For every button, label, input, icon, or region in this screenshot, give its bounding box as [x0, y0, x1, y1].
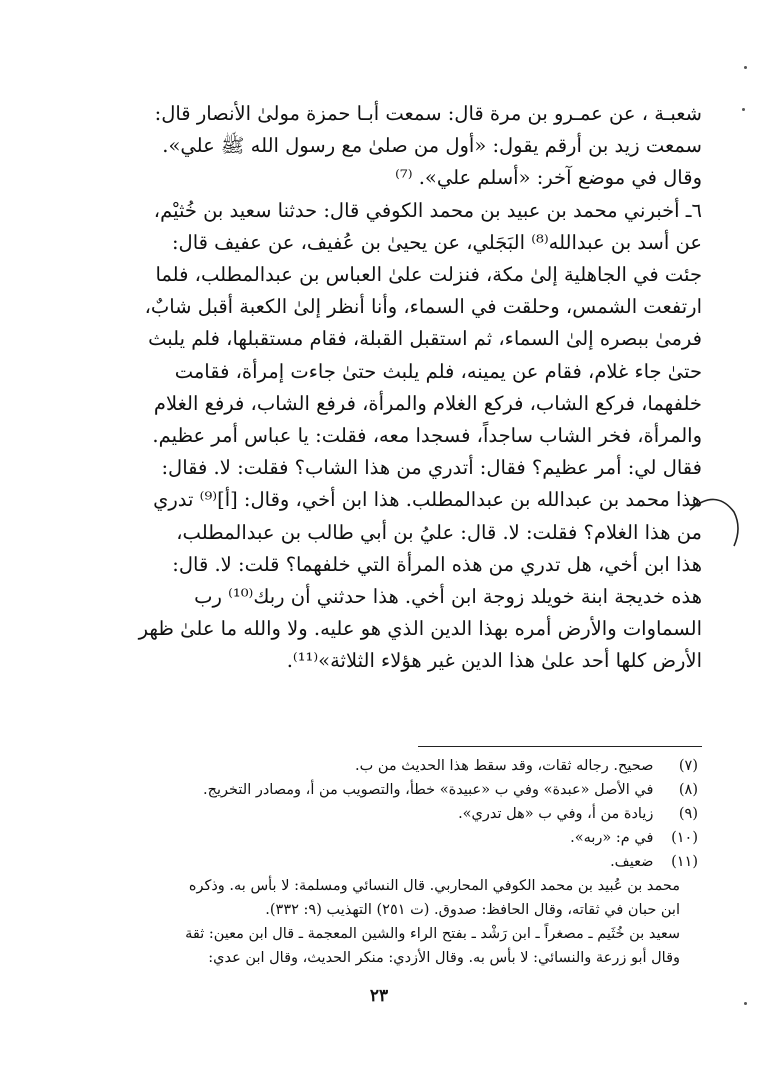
scan-speck: [744, 66, 747, 69]
footnote-item: [84, 802, 702, 826]
narrator-note-line: ابن حبان في ثقاته، وقال الحافظ: صدوق. (ت ٢٥١) التهذيب (٩: ٣٣٢).: [265, 902, 680, 918]
text-line: سمعت زيد بن أرقم يقول: «أول من صلىٰ مع رسول الله ﷺ علي».: [162, 134, 702, 158]
scan-speck: [744, 1002, 747, 1005]
footnote-number: (٨): [678, 782, 698, 798]
text-line: هذا محمد بن عبدالله بن عبدالمطلب. هذا ابن أخي، وقال: [أ]⁽⁹⁾ تدري: [153, 488, 702, 512]
footnote-item: [84, 826, 702, 850]
text-line: وقال في موضع آخر: «أسلم علي». ⁽⁷⁾: [395, 166, 702, 190]
footnote-number: (٧): [678, 758, 698, 774]
text-line: فرمىٰ ببصره إلىٰ السماء، ثم استقبل القبلة، فقام مستقبلها، فلم يلبث: [148, 327, 702, 351]
footnote-text: صحيح. رجاله ثقات، وقد سقط هذا الحديث من ب.: [354, 758, 654, 774]
text-line: هذه خديجة ابنة خويلد زوجة ابن أخي. هذا حدثني أن ربك⁽¹⁰⁾ رب: [194, 585, 702, 609]
text-line: ارتفعت الشمس، وحلقت في السماء، وأنا أنظر إلىٰ الكعبة أقبل شابٌ،: [144, 295, 702, 319]
footnote-item: [84, 850, 702, 874]
footnote-separator: [418, 746, 702, 747]
text-line: الأرض كلها أحد علىٰ هذا الدين غير هؤلاء الثلاثة»⁽¹¹⁾.: [286, 649, 702, 673]
footnote-text: في الأصل «عبدة» وفي ب «عبيدة» خطأ، والتصويب من أ، ومصادر التخريج.: [203, 782, 654, 798]
text-line: فقال لي: أمر عظيم؟ فقال: أتدري من هذا الشاب؟ فقلت: لا. فقال:: [161, 456, 702, 480]
text-line: عن أسد بن عبدالله⁽⁸⁾ البَجَلي، عن يحيىٰ بن عُفيف، عن عفيف قال:: [171, 230, 702, 254]
main-text: [84, 98, 702, 678]
footnote-text: في م: «ربه».: [570, 830, 654, 846]
scan-speck: [742, 108, 745, 111]
narrator-note-line: محمد بن عُبيد بن محمد الكوفي المحاربي. قال النسائي ومسلمة: لا بأس به. وذكره: [188, 878, 680, 894]
text-line: خلفهما، فركع الشاب، فركع الغلام والمرأة، فرفع الشاب، فرفع الغلام: [153, 391, 702, 415]
footnote-text: زيادة من أ، وفي ب «هل تدري».: [458, 806, 654, 822]
text-line: من هذا الغلام؟ فقلت: لا. قال: عليُ بن أبي طالب بن عبدالمطلب،: [176, 520, 702, 544]
footnote-number: (٩): [678, 806, 698, 822]
page-number: ٢٣: [369, 986, 389, 1006]
narrator-note-line: وقال أبو زرعة والنسائي: لا بأس به. وقال الأزدي: منكر الحديث، وقال ابن عدي:: [208, 950, 680, 966]
text-line: شعبـة ، عن عمـرو بن مرة قال: سمعت أبـا حمزة مولىٰ الأنصار قال:: [154, 102, 702, 125]
text-line: والمرأة، فخر الشاب ساجداً، فسجدا معه، فقلت: يا عباس أمر عظيم.: [152, 424, 702, 448]
text-line: السماوات والأرض أمره بهذا الدين الذي هو عليه. ولا والله ما علىٰ ظهر: [138, 617, 702, 641]
footnote-text: ضعيف.: [610, 854, 654, 870]
text-line: ٦ـ أخبرني محمد بن عبيد بن محمد الكوفي قال: حدثنا سعيد بن خُثيْم،: [153, 198, 702, 222]
footnotes: [84, 754, 702, 970]
text-line: حتىٰ جاء غلام، فقام عن يمينه، فلم يلبث حتىٰ جاءت إمرأة، فقامت: [174, 359, 702, 383]
footnote-item: [84, 778, 702, 802]
margin-bracket-mark: [688, 488, 748, 558]
footnote-number: (١١): [671, 854, 698, 870]
narrator-note-line: سعيد بن خُثَيم ـ مصغراً ـ ابن رَشْد ـ بفتح الراء والشين المعجمة ـ قال ابن معين: ثقة: [185, 926, 680, 942]
footnote-item: [84, 754, 702, 778]
text-line: هذا ابن أخي، هل تدري من هذه المرأة التي خلفهما؟ قلت: لا. قال:: [172, 552, 702, 576]
text-line: جئت في الجاهلية إلىٰ مكة، فنزلت علىٰ العباس بن عبدالمطلب، فلما: [155, 263, 702, 287]
footnote-number: (١٠): [671, 830, 698, 846]
